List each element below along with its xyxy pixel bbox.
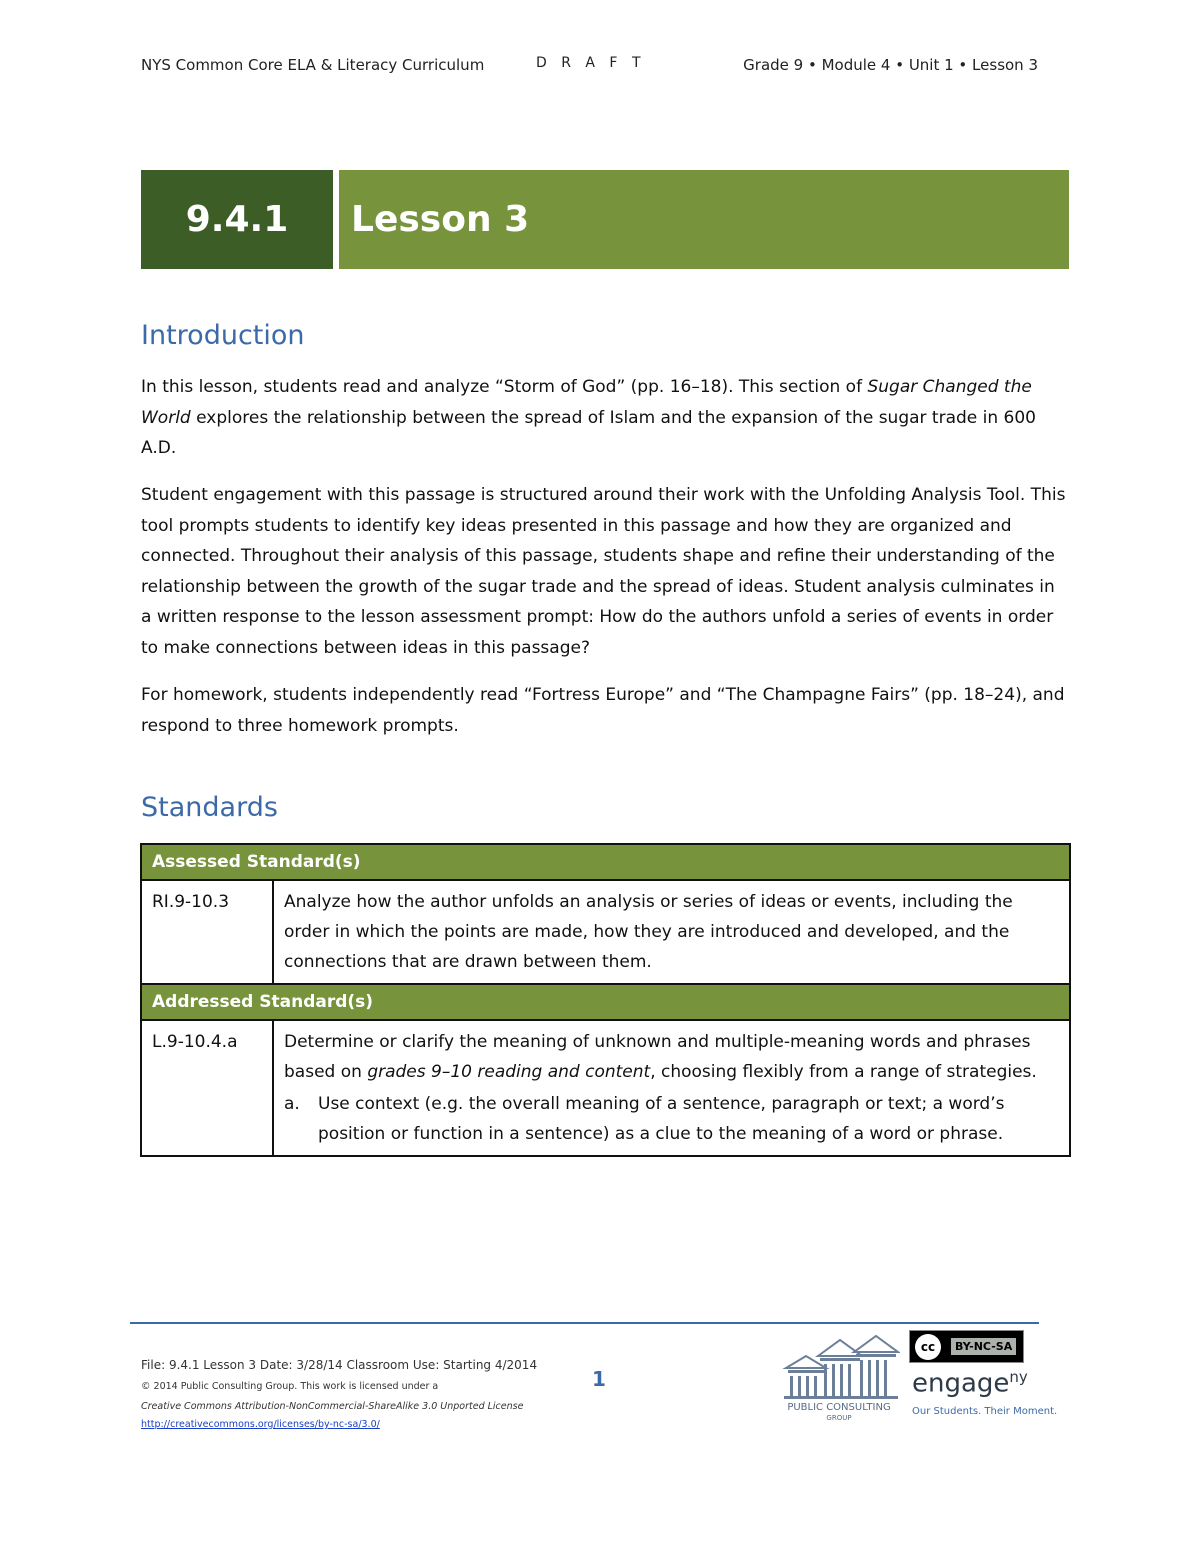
standard-text: Analyze how the author unfolds an analysis or series of ideas or events, including the order in which the points are made, how they are introduced and developed, and the connections that are drawn between them. — [273, 880, 1070, 984]
header-draft: D R A F T — [536, 55, 646, 71]
intro-paragraph-1: In this lesson, students read and analyze “Storm of God” (pp. 16–18). This section of Sugar Changed the World explores the relationship between the spread of Islam and the expansion of the sugar trade in 600 A.D. — [141, 377, 1036, 458]
footer-file-info: File: 9.4.1 Lesson 3 Date: 3/28/14 Classroom Use: Starting 4/2014 — [141, 1358, 538, 1372]
table-row — [141, 880, 1070, 984]
pcg-sub: GROUP — [826, 1414, 852, 1422]
footer-copyright: © 2014 Public Consulting Group. This work is licensed under a — [141, 1381, 439, 1392]
engageny-logo: engage$^{ny}$ — [912, 1368, 1028, 1399]
cc-license-badge — [909, 1330, 1024, 1363]
standard-code: L.9-10.4.a — [141, 1020, 273, 1156]
header-curriculum: NYS Common Core ELA & Literacy Curriculum — [141, 56, 485, 74]
table-row — [141, 1020, 1070, 1156]
standard-code: RI.9-10.3 — [141, 880, 273, 984]
footer-license: Creative Commons Attribution-NonCommercial-ShareAlike 3.0 Unported License — [141, 1401, 524, 1412]
intro-paragraph-3: For homework, students independently read “Fortress Europe” and “The Champagne Fairs” (pp. 18–24), and respond to three homework prompts. — [141, 685, 1065, 736]
pcg-name: PUBLIC CONSULTING — [787, 1402, 891, 1413]
lesson-title: Lesson 3 — [339, 170, 1069, 269]
addressed-standards-header: Addressed Standard(s) — [141, 984, 1070, 1020]
addressed-standards-header-row — [141, 984, 1070, 1020]
footer-divider — [130, 1322, 1039, 1324]
lesson-number: 9.4.1 — [141, 170, 333, 269]
intro-paragraph-2: Student engagement with this passage is structured around their work with the Unfolding Analysis Tool. This tool prompts students to identify key ideas presented in this passage and how they are organized and connected. Throughout their analysis of this passage, students shape and refine their understanding of the relationship between the growth of the sugar trade and the spread of ideas. Student analysis culminates in a written response to the lesson assessment prompt: How do the authors unfold a series of events in order to make connections between ideas in this passage? — [141, 485, 1066, 658]
standards-table — [140, 843, 1071, 1157]
standard-text: Determine or clarify the meaning of unknown and multiple-meaning words and phrases based on grades 9–10 reading and content, choosing flexibly from a range of strategies. a. Use context (e.g. the overall meaning of a sentence, paragraph or text; a word’s position or function in a sentence) as a clue to the meaning of a word or phrase. — [273, 1020, 1070, 1156]
header-lesson-path: Grade 9 • Module 4 • Unit 1 • Lesson 3 — [743, 56, 1038, 74]
standards-heading: Standards — [141, 792, 278, 823]
engageny-tagline: Our Students. Their Moment. — [912, 1406, 1058, 1417]
cc-label: BY-NC-SA — [951, 1338, 1016, 1355]
introduction-heading: Introduction — [141, 320, 305, 351]
cc-icon: cc — [915, 1334, 941, 1360]
lesson-banner — [141, 170, 1069, 269]
license-link[interactable]: http://creativecommons.org/licenses/by-nc-sa/3.0/ — [141, 1419, 380, 1430]
page-number: 1 — [592, 1367, 606, 1391]
standard-subitem: a. Use context (e.g. the overall meaning of a sentence, paragraph or text; a word’s position or function in a sentence) as a clue to the meaning of a word or phrase. — [284, 1094, 1005, 1144]
assessed-standards-header: Assessed Standard(s) — [141, 844, 1070, 880]
assessed-standards-header-row — [141, 844, 1070, 880]
